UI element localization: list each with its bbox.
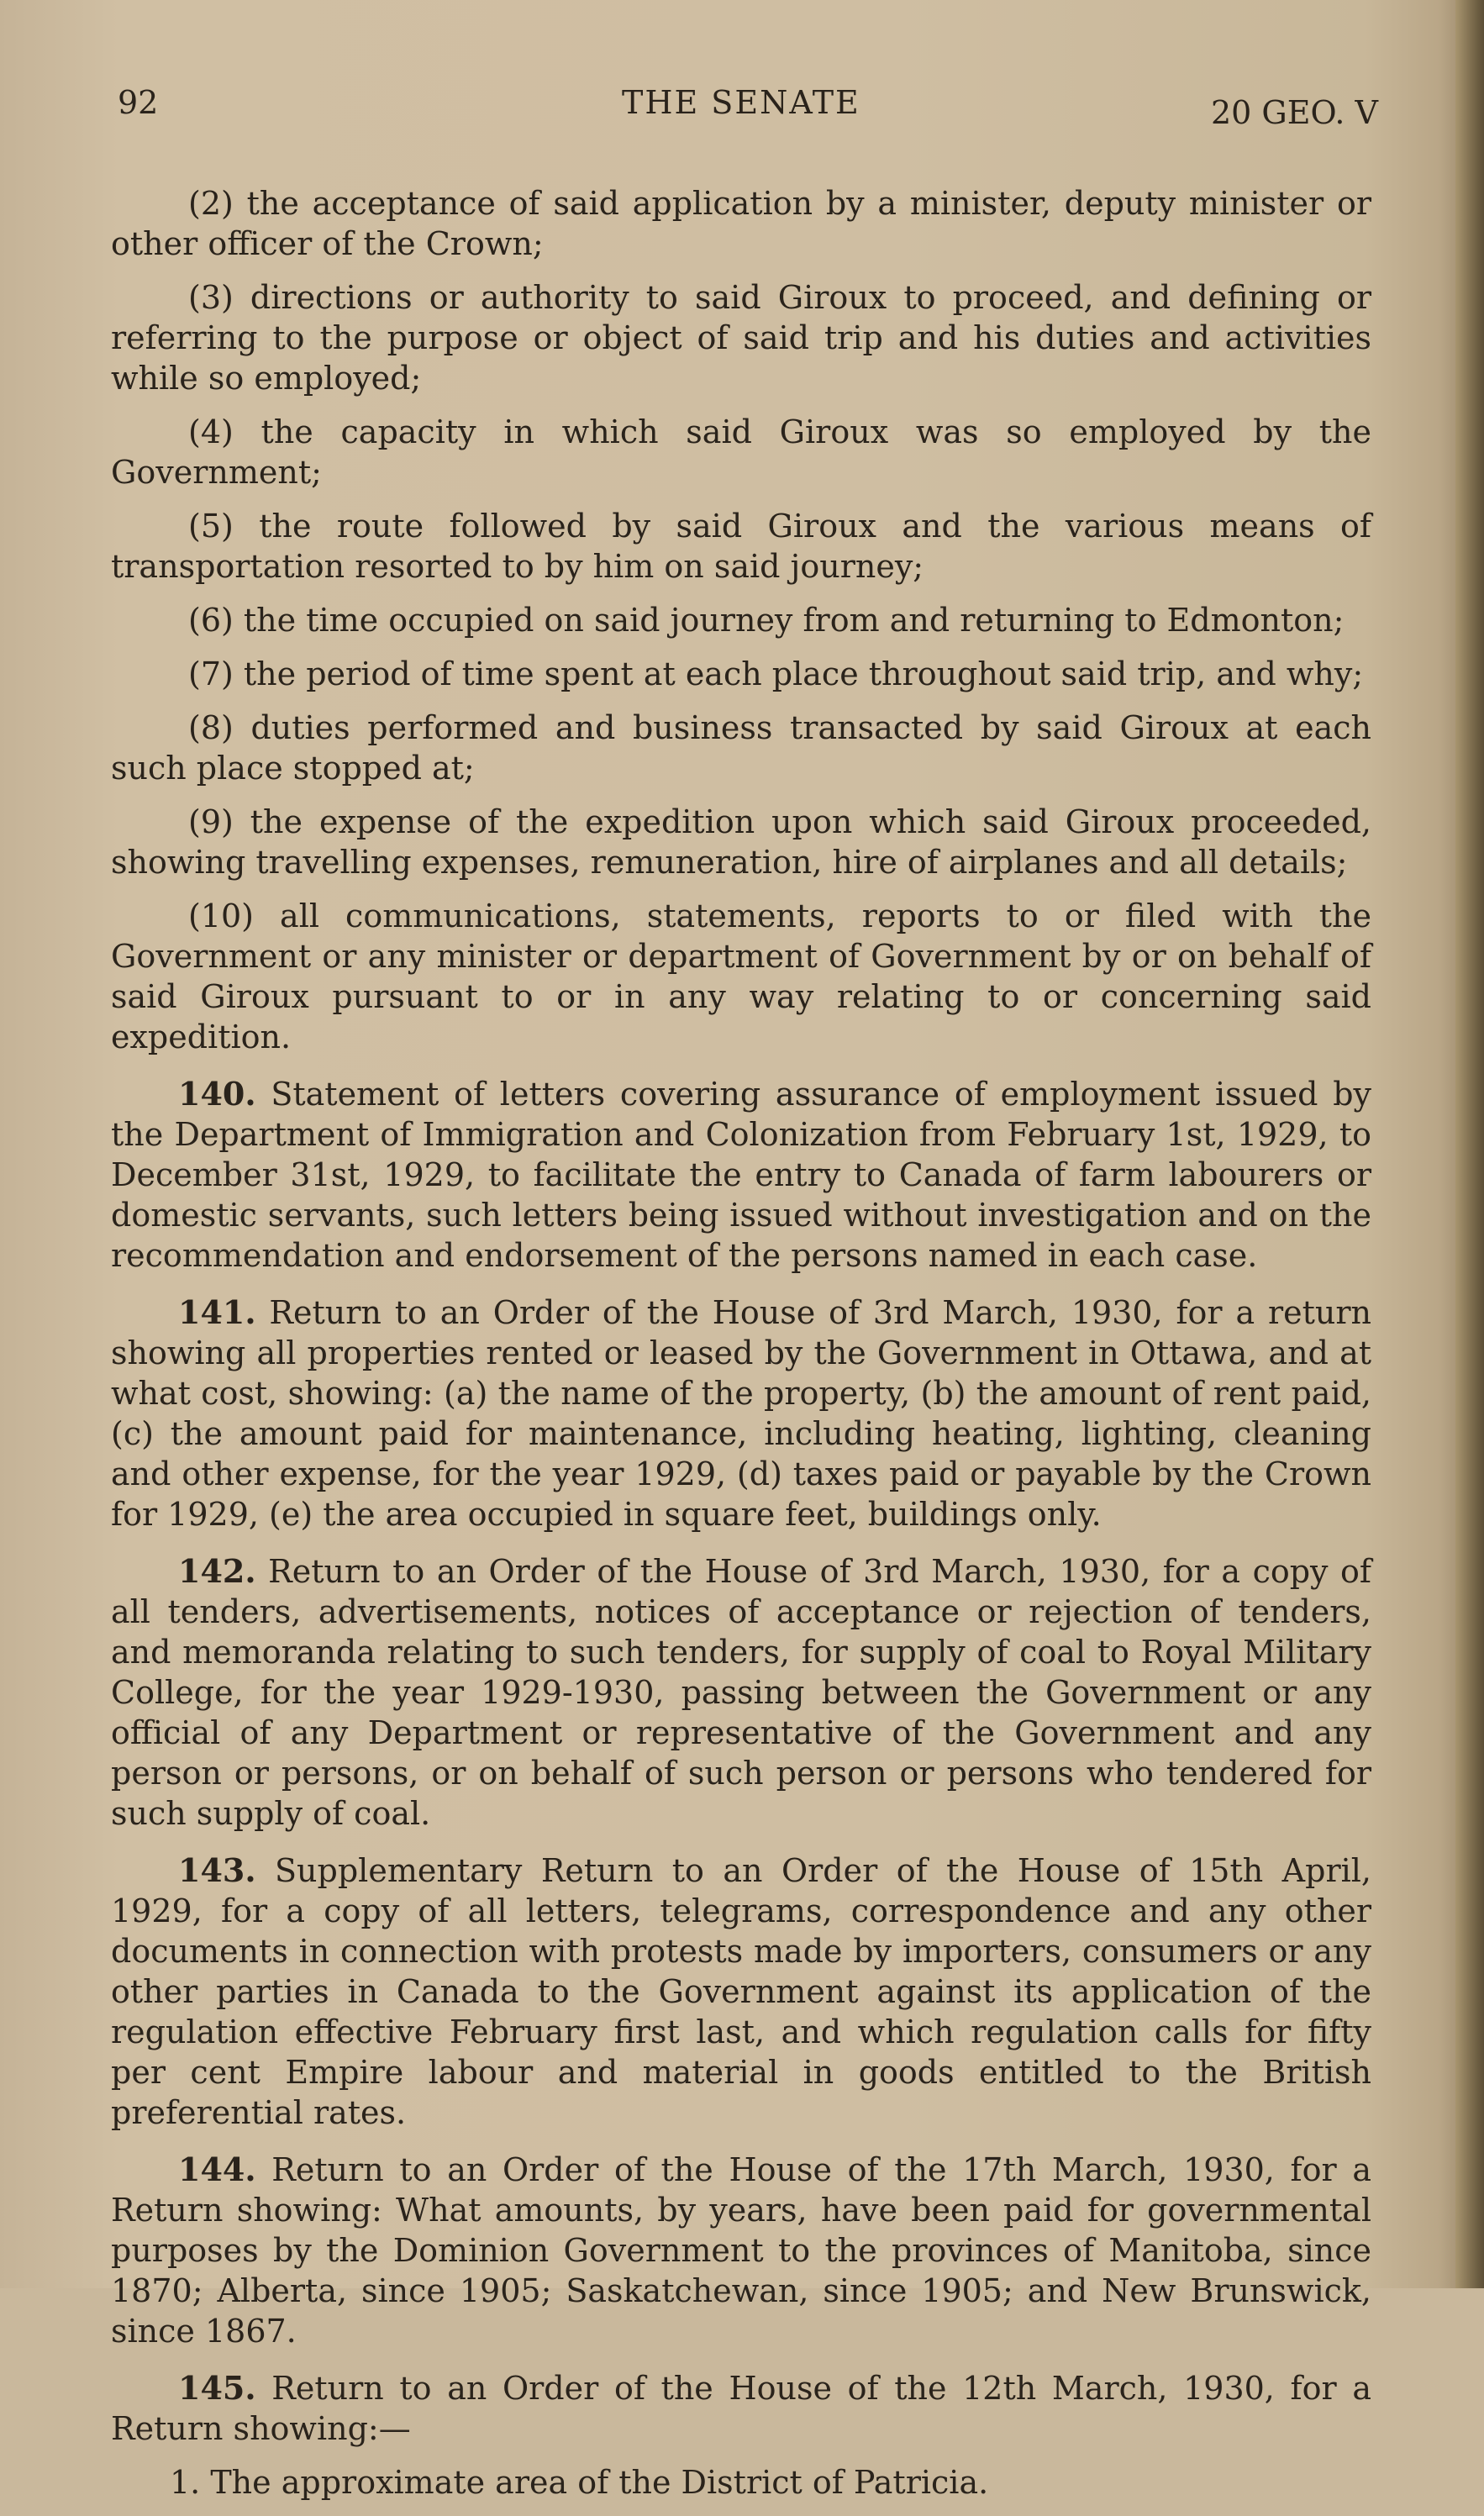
- list-item: (5) the route followed by said Giroux and the various means of transportation resorted to by him on said journey;: [111, 508, 1371, 585]
- return-text: Return to an Order of the House of the 17th March, 1930, for a Return showing: What amounts, by years, have been paid for governmental purposes by the Dominion Government to the provinces of Manitoba, since 1870; Alberta, since 1905; Saskatchewan, since 1905; and New Brunswick, since 1867.: [111, 2151, 1371, 2350]
- return-entry-140: [111, 1074, 1371, 1276]
- list-item: (3) directions or authority to said Giroux to proceed, and defining or referring to the purpose or object of said trip and his duties and activities while so employed;: [111, 279, 1371, 397]
- return-number: 145.: [178, 2369, 256, 2407]
- return-number: 142.: [178, 1552, 256, 1590]
- list-item: (10) all communications, statements, reports to or filed with the Government or any minister or department of Government by or on behalf of said Giroux pursuant to or in any way relating to or concerning said expedition.: [111, 897, 1371, 1055]
- return-number: 141.: [178, 1293, 256, 1331]
- return-entry-142: [111, 1551, 1371, 1834]
- running-title: THE SENATE: [622, 84, 860, 121]
- return-text: Return to an Order of the House of 3rd March, 1930, for a copy of all tenders, advertisements, notices of acceptance or rejection of tenders, and memoranda relating to such tenders, for supply of coal to Royal Military College, for the year 1929-1930, passing between the Government or any official of any Department or representative of the Government and any person or persons, or on behalf of such person or persons who tendered for such supply of coal.: [111, 1553, 1371, 1832]
- page-number: 92: [118, 84, 159, 121]
- list-item: (6) the time occupied on said journey from and returning to Edmonton;: [188, 602, 1345, 639]
- binding-edge: [1455, 0, 1484, 2288]
- return-number: 143.: [178, 1851, 256, 1889]
- return-entry-144: [111, 2150, 1371, 2351]
- list-item: (8) duties performed and business transacted by said Giroux at each such place stopped at;: [111, 709, 1371, 787]
- list-item: (2) the acceptance of said application by a minister, deputy minister or other officer of the Crown;: [111, 185, 1371, 262]
- sub-item: 1. The approximate area of the District of Patricia.: [170, 2464, 989, 2501]
- session-label: 20 GEO. V: [1210, 94, 1378, 131]
- return-text: Supplementary Return to an Order of the House of 15th April, 1929, for a copy of all letters, telegrams, correspondence and any other documents in connection with protests made by importers, consumers or any other parties in Canada to the Government against its application of the regulation effective February first last, and which regulation calls for fifty per cent Empire labour and material in goods entitled to the British preferential rates.: [111, 1852, 1371, 2131]
- return-number: 140.: [178, 1075, 256, 1113]
- return-entry-145: [111, 2368, 1371, 2449]
- return-number: 144.: [178, 2150, 256, 2188]
- page-header: [118, 84, 1378, 134]
- list-item: (4) the capacity in which said Giroux was so employed by the Government;: [111, 413, 1371, 491]
- page-content: [111, 183, 1371, 2516]
- return-entry-141: [111, 1292, 1371, 1534]
- return-text: Statement of letters covering assurance of employment issued by the Department of Immigration and Colonization from February 1st, 1929, to December 31st, 1929, to facilitate the entry to Canada of farm labourers or domestic servants, such letters being issued without investigation and on the recommendation and endorsement of the persons named in each case.: [111, 1076, 1371, 1274]
- return-text: Return to an Order of the House of 3rd March, 1930, for a return showing all properties rented or leased by the Government in Ottawa, and at what cost, showing: (a) the name of the property, (b) the amount of rent paid, (c) the amount paid for maintenance, including heating, lighting, cleaning and other expense, for the year 1929, (d) taxes paid or payable by the Crown for 1929, (e) the area occupied in square feet, buildings only.: [111, 1294, 1371, 1533]
- return-entry-143: [111, 1850, 1371, 2133]
- return-text: Return to an Order of the House of the 12th March, 1930, for a Return showing:—: [111, 2370, 1371, 2447]
- list-item: (7) the period of time spent at each place throughout said trip, and why;: [188, 655, 1364, 692]
- list-item: (9) the expense of the expedition upon which said Giroux proceeded, showing travelling expenses, remuneration, hire of airplanes and all details;: [111, 803, 1371, 881]
